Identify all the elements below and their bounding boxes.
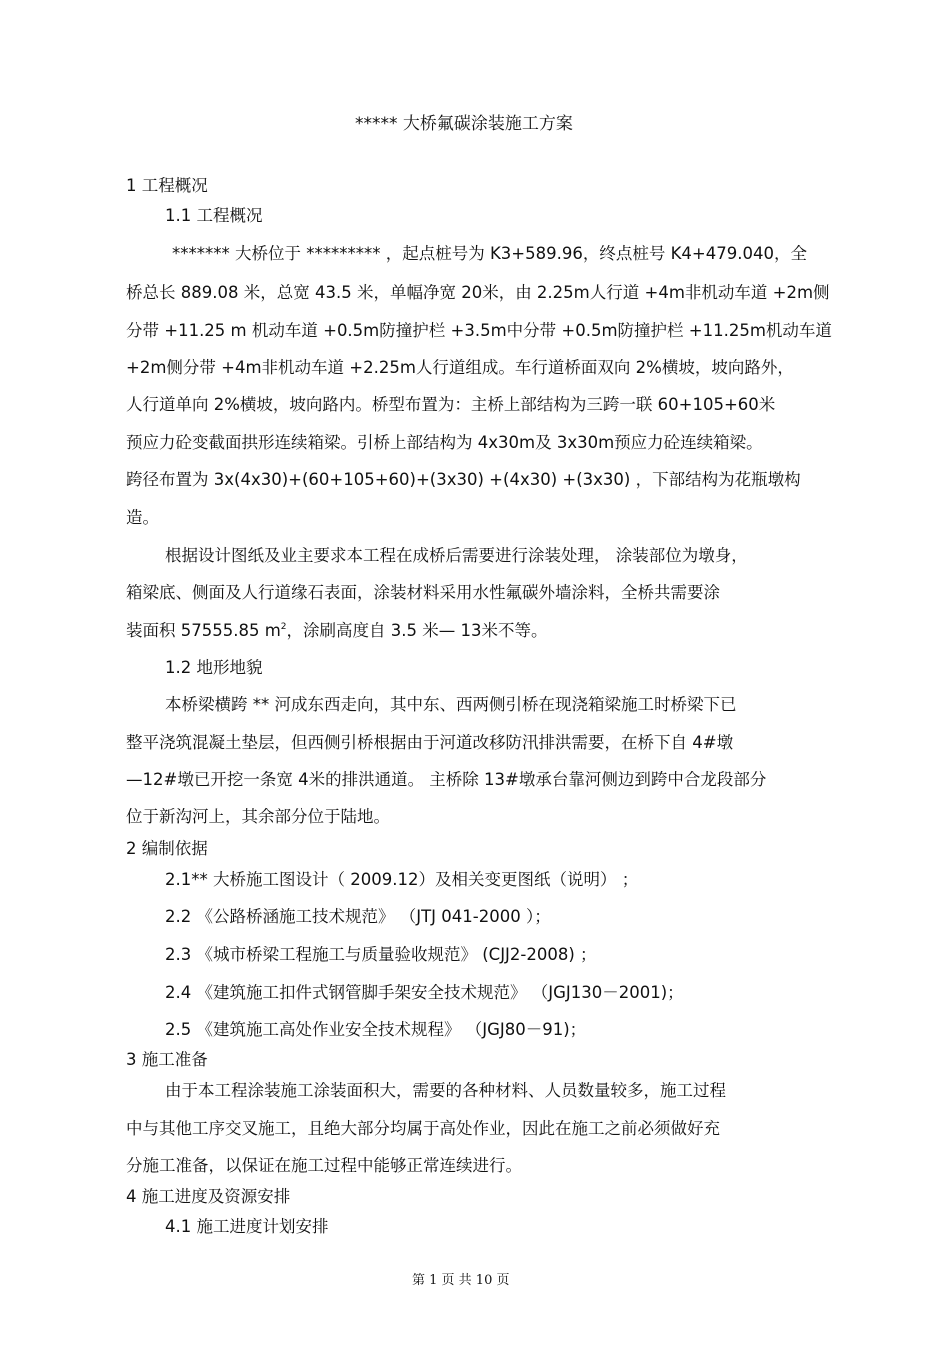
paragraph-line: 根据设计图纸及业主要求本工程在成桥后需要进行涂装处理， 涂装部位为墩身， <box>165 546 748 565</box>
heading-2: 2 编制依据 <box>126 839 208 858</box>
paragraph-line: ******* 大桥位于 ********* ，起点桩号为 K3+589.96，终点桩号 K4+479.040，全 <box>172 244 807 263</box>
heading-4-1: 4.1 施工进度计划安排 <box>165 1217 329 1236</box>
paragraph-line: —12#墩已开挖一条宽 4米的排洪通道。 主桥除 13#墩承台靠河侧边到跨中合龙段部分 <box>126 770 767 789</box>
reference-item: 2.5 《建筑施工高处作业安全技术规程》 （JGJ80－91)； <box>165 1020 587 1039</box>
reference-item: 2.3 《城市桥梁工程施工与质量验收规范》 (CJJ2-2008) ； <box>165 945 597 964</box>
paragraph-line: 分施工准备，以保证在施工过程中能够正常连续进行。 <box>126 1156 522 1175</box>
paragraph-line: 位于新沟河上，其余部分位于陆地。 <box>126 807 390 826</box>
heading-1-1: 1.1 工程概况 <box>165 206 263 225</box>
paragraph-line: 由于本工程涂装施工涂装面积大，需要的各种材料、人员数量较多，施工过程 <box>165 1081 726 1100</box>
heading-1: 1 工程概况 <box>126 176 208 195</box>
heading-1-2: 1.2 地形地貌 <box>165 658 263 677</box>
paragraph-line: 桥总长 889.08 米，总宽 43.5 米，单幅净宽 20米，由 2.25m人行道 +4m非机动车道 +2m侧 <box>126 283 830 302</box>
heading-4: 4 施工进度及资源安排 <box>126 1187 291 1206</box>
paragraph-line: 整平浇筑混凝土垫层，但西侧引桥根据由于河道改移防汛排洪需要，在桥下自 4#墩 <box>126 733 734 752</box>
paragraph-line: 中与其他工序交叉施工，且绝大部分均属于高处作业，因此在施工之前必须做好充 <box>126 1119 720 1138</box>
paragraph-line: 跨径布置为 3x(4x30)+(60+105+60)+(3x30) +(4x30) +(3x30) ，下部结构为花瓶墩构 <box>126 470 801 489</box>
page-footer: 第 1 页 共 10 页 <box>412 1273 510 1288</box>
paragraph-line: +2m侧分带 +4m非机动车道 +2.25m人行道组成。车行道桥面双向 2%横坡，坡向路外， <box>126 358 794 377</box>
paragraph-line: 分带 +11.25 m 机动车道 +0.5m防撞护栏 +3.5m中分带 +0.5m防撞护栏 +11.25m机动车道 <box>126 321 832 340</box>
paragraph-line: 人行道单向 2%横坡，坡向路内。桥型布置为：主桥上部结构为三跨一联 60+105+60米 <box>126 395 776 414</box>
heading-3: 3 施工准备 <box>126 1050 208 1069</box>
paragraph-line: 预应力砼变截面拱形连续箱梁。引桥上部结构为 4x30m及 3x30m预应力砼连续箱梁。 <box>126 433 763 452</box>
reference-item: 2.2 《公路桥涵施工技术规范》 （JTJ 041-2000 ）； <box>165 907 551 926</box>
paragraph-line: 本桥梁横跨 ** 河成东西走向，其中东、西两侧引桥在现浇箱梁施工时桥梁下已 <box>165 695 737 714</box>
reference-item: 2.1** 大桥施工图设计（ 2009.12）及相关变更图纸（说明） ； <box>165 870 639 889</box>
reference-item: 2.4 《建筑施工扣件式钢管脚手架安全技术规范》 （JGJ130－2001)； <box>165 983 684 1002</box>
paragraph-line-area <box>126 620 548 642</box>
area-text: 装面积 57555.85 m <box>126 621 281 640</box>
paragraph-line: 箱梁底、侧面及人行道缘石表面，涂装材料采用水性氟碳外墙涂料，全桥共需要涂 <box>126 583 720 602</box>
paragraph-line: 造。 <box>126 508 159 527</box>
area-text-tail: ，涂刷高度自 3.5 米— 13米不等。 <box>286 621 548 640</box>
document-title: ***** 大桥氟碳涂装施工方案 <box>355 114 573 134</box>
superscript-2: 2 <box>280 622 287 632</box>
